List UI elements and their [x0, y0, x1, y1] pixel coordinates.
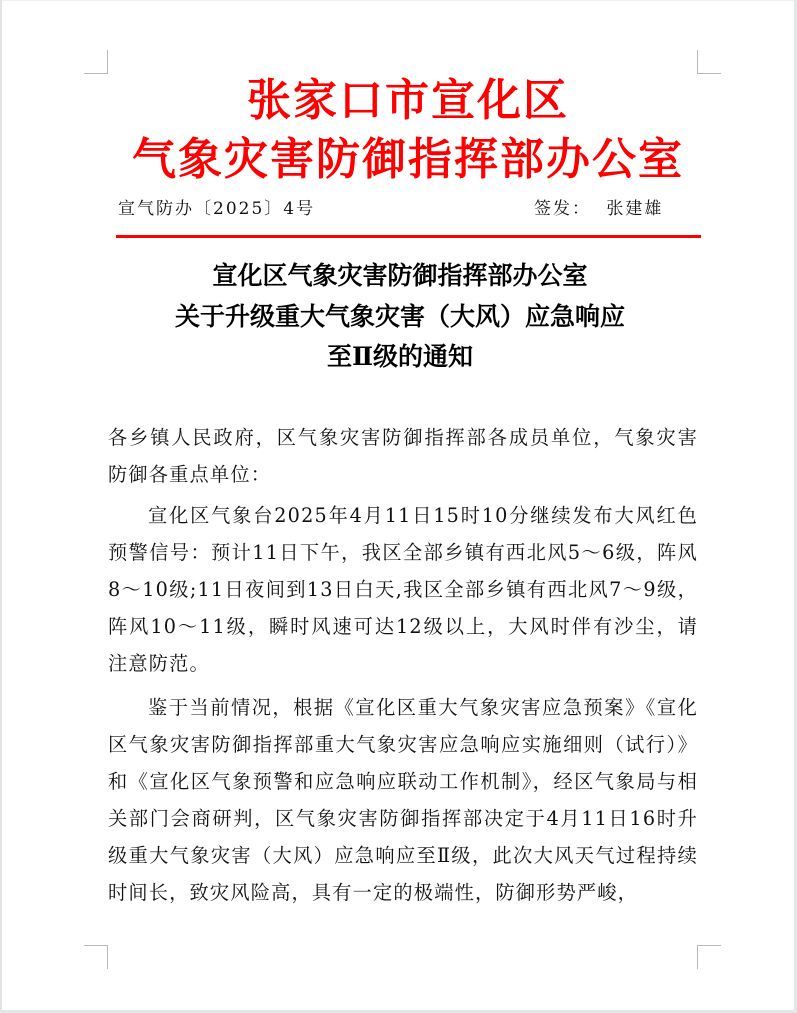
- signer: [534, 194, 663, 219]
- masthead-line-1: 张家口市宣化区: [247, 75, 569, 126]
- margin-corner-mark-top-right: [697, 50, 721, 74]
- page-top-edge: [0, 0, 797, 1]
- salutation-text: 各乡镇人民政府，区气象灾害防御指挥部各成员单位，气象灾害防御各重点单位：: [108, 426, 698, 486]
- paragraph-1-text: 宣化区气象台2025年4月11日15时10分继续发布大风红色预警信号：预计11日下午，我区全部乡镇有西北风5～6级，阵风8～10级;11日夜间到13日白天,我区全部乡镇有西北风7～9级，阵风10～11级，瞬时风速可达12级以上，大风时伴有沙尘，请注意防范。: [108, 504, 698, 675]
- document-number: 宣气防办〔2025〕4号: [118, 199, 316, 219]
- document-title-line-3: 至Ⅱ级的通知: [326, 342, 474, 371]
- margin-corner-mark-top-left: [84, 50, 108, 74]
- paragraph-2-text: 鉴于当前情况，根据《宣化区重大气象灾害应急预案》《宣化区气象灾害防御指挥部重大气象灾害应急响应实施细则（试行）》和《宣化区气象预警和应急响应联动工作机制》，经区气象局与相关部门会商研判，区气象灾害防御指挥部决定于4月11日16时升级重大气象灾害（大风）应急响应至Ⅱ级，此次大风天气过程持续时间长，致灾风险高，具有一定的极端性，防御形势严峻，: [108, 696, 698, 904]
- salutation: [108, 419, 698, 493]
- margin-corner-mark-bottom-left: [84, 945, 108, 969]
- document-title-line-1: 宣化区气象灾害防御指挥部办公室: [212, 261, 588, 290]
- paragraph-2: [108, 689, 698, 911]
- red-separator-rule: [116, 235, 701, 238]
- signer-label: 签发：: [534, 199, 591, 219]
- window-left-border: [0, 0, 2, 1013]
- masthead-line-2: 气象灾害防御指挥部办公室: [132, 134, 684, 185]
- paragraph-1: [108, 497, 698, 682]
- signer-name: 张建雄: [606, 199, 664, 219]
- margin-corner-mark-bottom-right: [697, 945, 721, 969]
- document-title-line-2: 关于升级重大气象灾害（大风）应急响应: [174, 302, 625, 331]
